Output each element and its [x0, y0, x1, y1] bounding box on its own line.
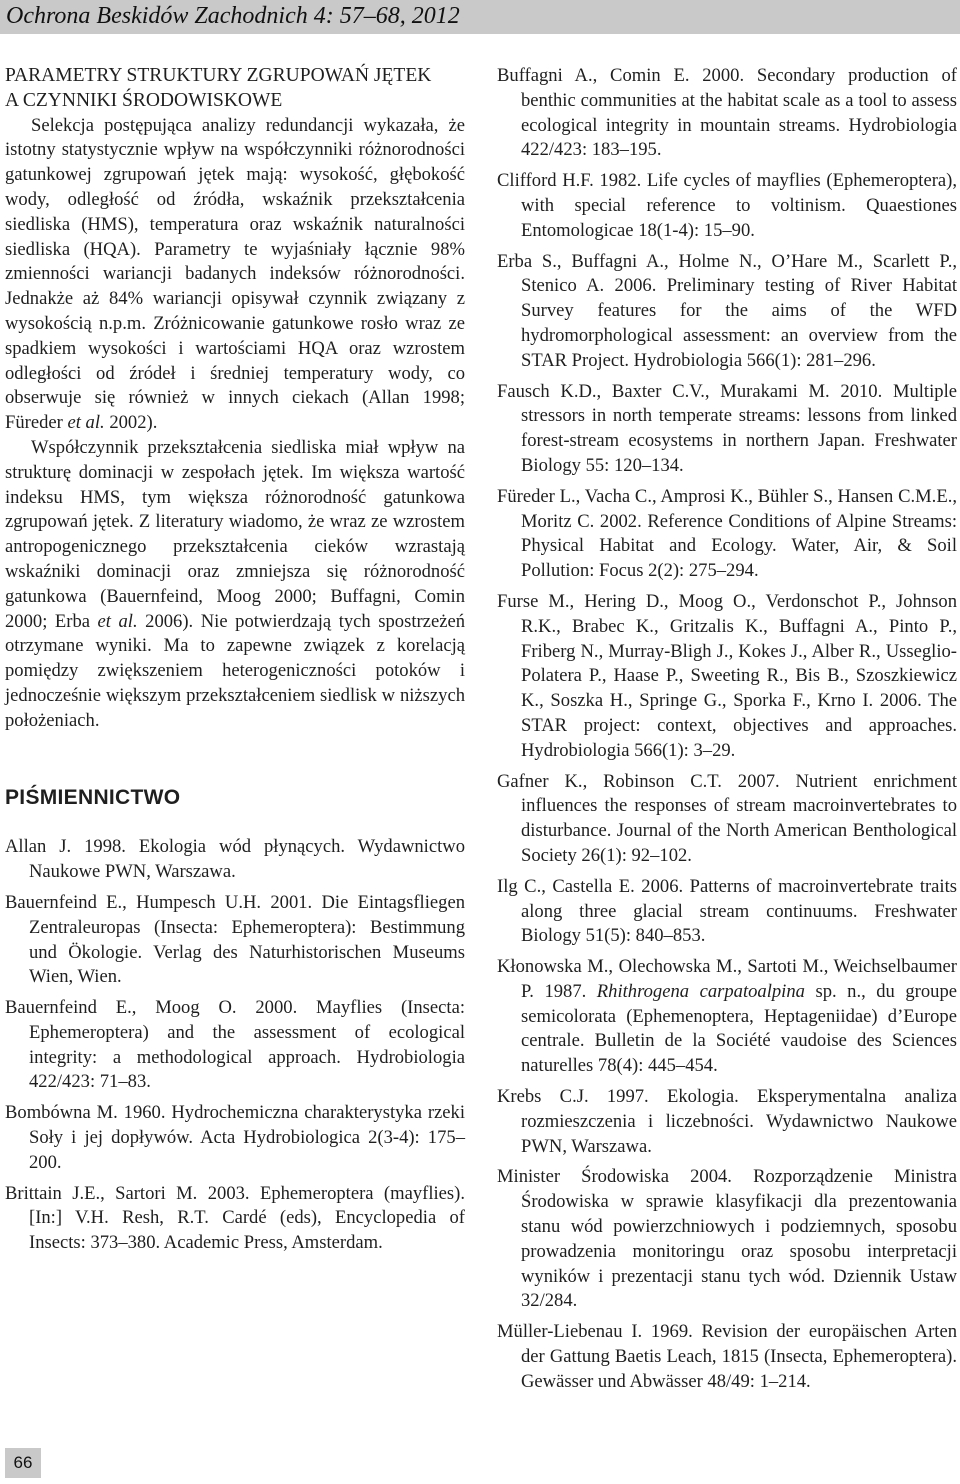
- reference-item: Clifford H.F. 1982. Life cycles of mayflies (Ephemeroptera), with special reference to voltinism. Quaestiones Entomologicae 18(1-4): 15–90.: [497, 170, 957, 241]
- reference-item: Furse M., Hering D., Moog O., Verdonschot P., Johnson R.K., Brabec K., Gritzalis K., Buffagni A., Pinto P., Friberg N., Murray-Bligh J., Kokes J., Alber R., Usseglio-Polatera P., Haase P., Sweeting R., Bis B., Szoszkiewicz K., Soszka H., Springe G., Sporka F., Krno I. 2006. The STAR project: context, objectives and approaches. Hydrobiologia 566(1): 3–29.: [497, 590, 957, 761]
- reference-item: Ilg C., Castella E. 2006. Patterns of macroinvertebrate traits along three glacial stream continuums. Freshwater Biology 51(5): 840–853.: [497, 875, 957, 947]
- paragraph-1: Selekcja postępująca analizy redundancji wykazała, że istotny statystycznie wpływ na współczynniki różnorodności gatunkowej zgrupowań jętek mają: wysokość, głębokość wody, odległość od źródła, wskaźnik przekształcenia siedliska (HMS), temperatura oraz wskaźnik naturalności siedliska (HQA). Parametry te wyjaśniały łącznie 98% zmienności wariancji badanych indeksów różnorodności. Jednakże aż 84% wariancji opisywał czynnik związany z wysokością n.p.m. Zróżnicowanie gatunkowe rosło wraz ze spadkiem wysokości i wartościami HQA oraz wzrostem odległości od źródeł i średniej temperatury wody, co obserwuje się również w innych ciekach (Allan 1998; Füreder et al. 2002).: [5, 114, 465, 434]
- right-column: [497, 64, 957, 1401]
- section-title: [5, 64, 465, 114]
- section-title-line-1: PARAMETRY STRUKTURY ZGRUPOWAŃ JĘTEK: [5, 65, 432, 86]
- reference-item: Fausch K.D., Baxter C.V., Murakami M. 2010. Multiple stressors in north temperate streams: lessons from linked forest-stream ecosystems in northern Japan. Freshwater Biology 55: 120–134.: [497, 380, 957, 476]
- left-column: [5, 64, 465, 1262]
- reference-item: Bauernfeind E., Moog O. 2000. Mayflies (Insecta: Ephemeroptera) and the assessment of ecological integrity: a methodological approach. Hydrobiologia 422/423: 71–83.: [5, 997, 465, 1093]
- paragraph-2: Współczynnik przekształcenia siedliska miał wpływ na strukturę dominacji w zespołach jętek. Im większa wartość indeksu HMS, tym większa różnorodność gatunkowa zgrupowań jętek. Z literatury wiadomo, że wraz ze wzrostem antropogenicznego przekształcenia cieków wzrastają wskaźniki dominacji oraz zmniejsza się różnorodność gatunkowa (Bauernfeind, Moog 2000; Buffagni, Comin 2000; Erba et al. 2006). Nie potwierdzają tych spostrzeżeń otrzymane wyniki. Ma to zapewne związek z korelacją pomiędzy zwiększeniem heterogeniczności potoków i jednocześnie większym przekształceniem siedlisk w niższych położeniach.: [5, 436, 465, 731]
- reference-item: Gafner K., Robinson C.T. 2007. Nutrient enrichment influences the responses of stream macroinvertebrates to disturbance. Journal of the North American Benthological Society 26(1): 92–102.: [497, 770, 957, 866]
- reference-item: Füreder L., Vacha C., Amprosi K., Bühler S., Hansen C.M.E., Moritz C. 2002. Reference Conditions of Alpine Streams: Physical Habitat and Ecology. Water, Air, & Soil Pollution: Focus 2(2): 275–294.: [497, 485, 957, 582]
- reference-item: Minister Środowiska 2004. Rozporządzenie Ministra Środowiska w sprawie klasyfikacji dla prezentowania stanu wód powierzchniowych i podziemnych, sposobu prowadzenia monitoringu oraz sposobu interpretacji wyników i prezentacji stanu tych wód. Dziennik Ustaw 32/284.: [497, 1166, 957, 1312]
- reference-item: Kłonowska M., Olechowska M., Sartoti M., Weichselbaumer P. 1987. Rhithrogena carpatoalpina sp. n., du groupe semicolorata (Ephemenoptera, Heptageniidae) d’Europe centrale. Bulletin de la Société vaudoise des Sciences naturelles 78(4): 445–454.: [497, 956, 958, 1077]
- page-number: 66: [5, 1448, 41, 1478]
- journal-header-title: Ochrona Beskidów Zachodnich 4: 57–68, 2012: [6, 3, 460, 29]
- reference-item: Erba S., Buffagni A., Holme N., O’Hare M., Scarlett P., Stenico A. 2006. Preliminary testing of River Habitat Survey features for the aims of the WFD hydromorphological assessment: an overview from the STAR Project. Hydrobiologia 566(1): 281–296.: [497, 250, 957, 371]
- reference-item: Krebs C.J. 1997. Ekologia. Eksperymentalna analiza rozmieszczenia i liczebności. Wydawnictwo Naukowe PWN, Warszawa.: [497, 1086, 957, 1157]
- reference-item: Bombówna M. 1960. Hydrochemiczna charakterystyka rzeki Soły i jej dopływów. Acta Hydrobiologica 2(3-4): 175–200.: [5, 1102, 465, 1173]
- reference-item: Bauernfeind E., Humpesch U.H. 2001. Die Eintagsfliegen Zentraleuropas (Insecta: Ephemeroptera): Bestimmung und Ökologie. Verlag des Naturhistorischen Museums Wien, Wien.: [5, 891, 465, 988]
- reference-item: Buffagni A., Comin E. 2000. Secondary production of benthic communities at the habitat scale as a tool to assess ecological integrity in mountain streams. Hydrobiologia 422/423: 183–195.: [497, 65, 957, 161]
- references-title: PIŚMIENNICTWO: [5, 785, 181, 809]
- reference-item: Müller-Liebenau I. 1969. Revision der europäischen Arten der Gattung Baetis Leach, 1815 (Insecta, Ephemeroptera). Gewässer und Abwässer 48/49: 1–214.: [497, 1321, 957, 1392]
- journal-header: [0, 0, 960, 34]
- section-title-line-2: A CZYNNIKI ŚRODOWISKOWE: [5, 89, 283, 111]
- reference-item: Allan J. 1998. Ekologia wód płynących. Wydawnictwo Naukowe PWN, Warszawa.: [5, 836, 465, 883]
- reference-item: Brittain J.E., Sartori M. 2003. Ephemeroptera (mayflies). [In:] V.H. Resh, R.T. Cardé (eds), Encyclopedia of Insects: 373–380. Academic Press, Amsterdam.: [5, 1182, 465, 1254]
